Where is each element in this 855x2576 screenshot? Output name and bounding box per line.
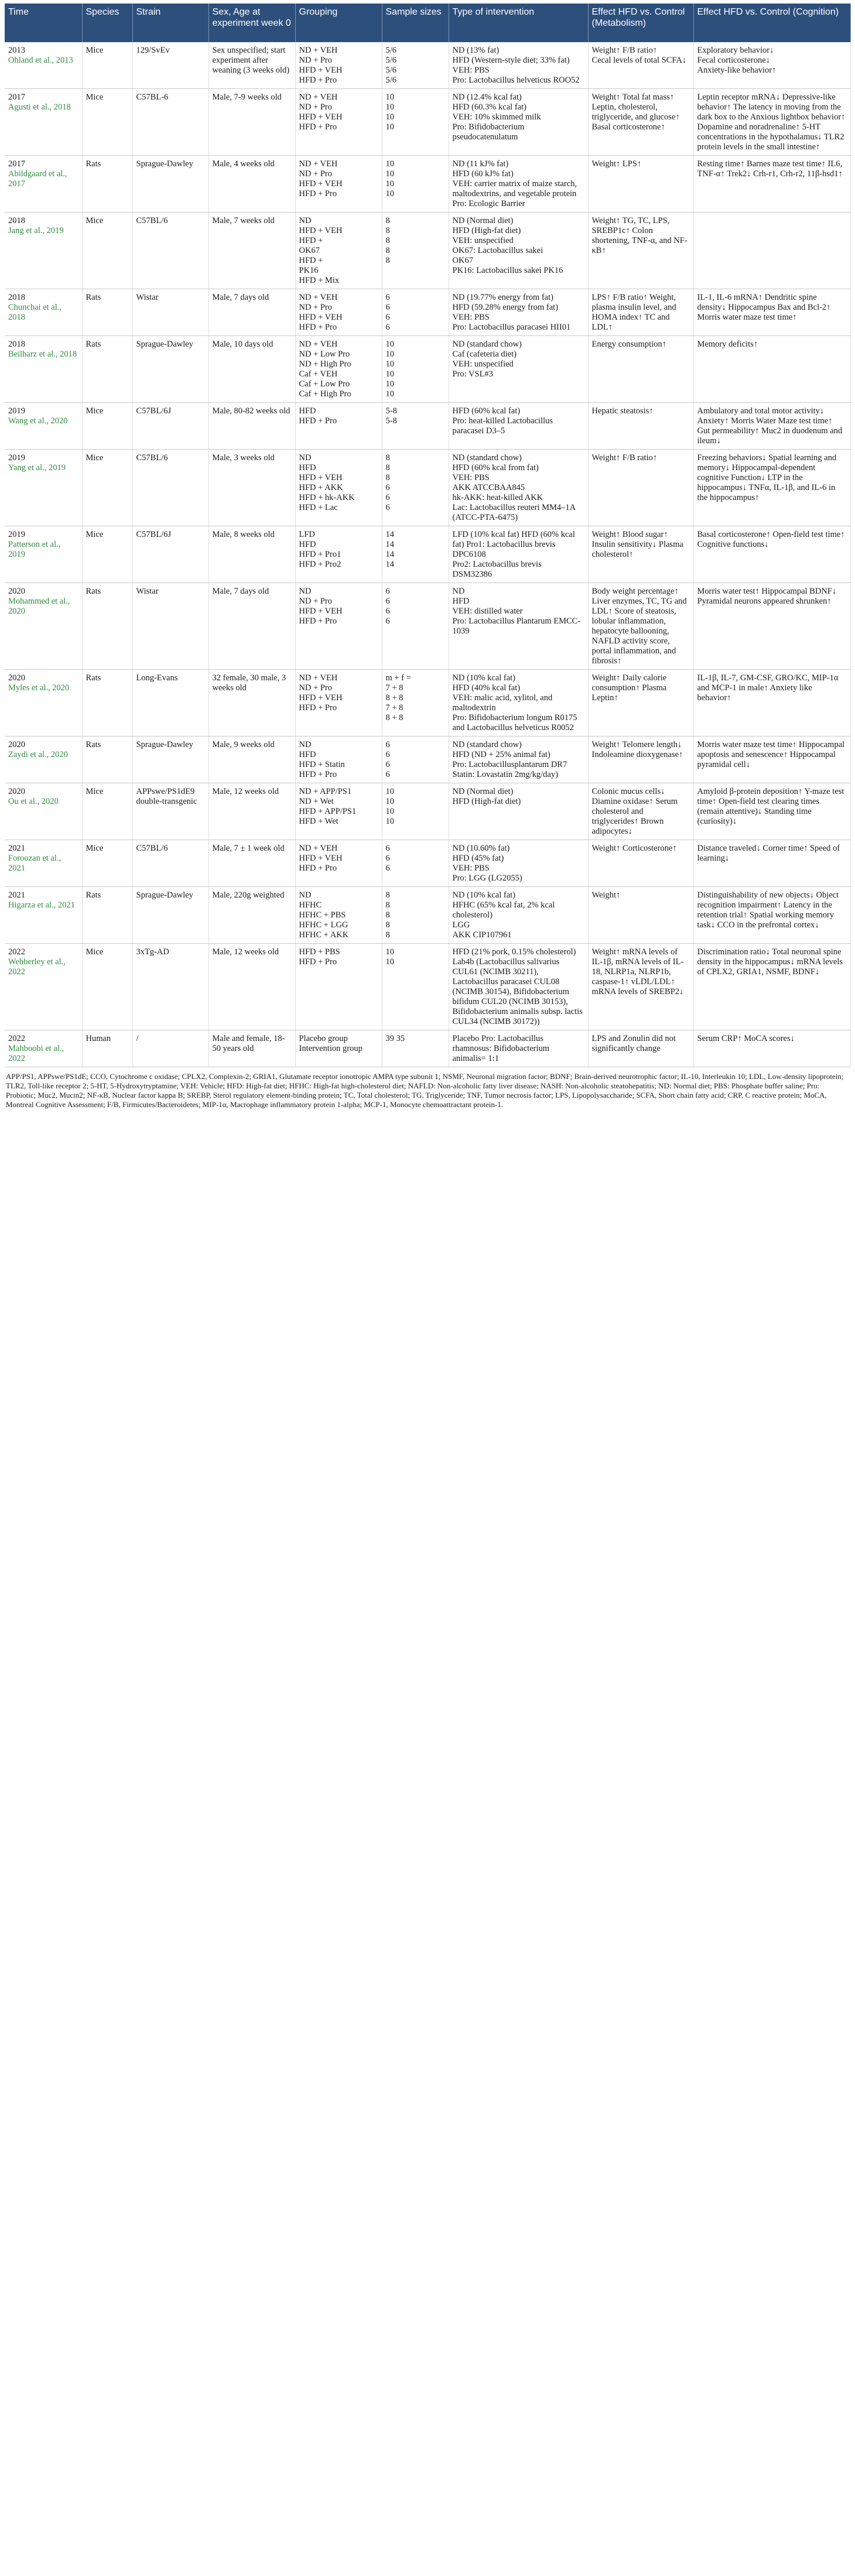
metabolism-cell: Weight↑ Daily calorie consumption↑ Plasma Leptin↑ xyxy=(588,670,693,737)
sex-age-cell: Male, 7 days old xyxy=(208,583,295,670)
time-cell xyxy=(5,403,82,450)
intervention-cell: ND (standard chow) Caf (cafeteria diet) VEH: unspecified Pro: VSL#3 xyxy=(449,336,588,403)
sample-size-cell: 5/6 5/6 5/6 5/6 xyxy=(382,42,449,89)
reference-link[interactable]: Wang et al., 2020 xyxy=(8,416,68,426)
sex-age-cell: Male, 12 weeks old xyxy=(208,783,295,840)
sample-size-cell: 10 10 xyxy=(382,944,449,1030)
reference-link[interactable]: Patterson et al., 2019 xyxy=(8,540,61,559)
reference-link[interactable]: Ohland et al., 2013 xyxy=(8,56,73,65)
metabolism-cell: LPS↑ F/B ratio↑ Weight, plasma insulin level, and HOMA index↑ TC and LDL↑ xyxy=(588,289,693,336)
strain-cell: Sprague-Dawley xyxy=(132,336,208,403)
species-cell: Rats xyxy=(82,289,132,336)
grouping-cell: ND ND + Pro HFD + VEH HFD + Pro xyxy=(295,583,382,670)
grouping-cell: ND + VEH ND + Pro HFD + VEH HFD + Pro xyxy=(295,670,382,737)
cognition-cell: Memory deficits↑ xyxy=(693,336,850,403)
header-species: Species xyxy=(82,4,132,42)
grouping-cell: ND HFHC HFHC + PBS HFHC + LGG HFHC + AKK xyxy=(295,887,382,944)
cognition-cell: Exploratory behavior↓ Fecal corticosterone↓ Anxiety-like behavior↑ xyxy=(693,42,850,89)
year: 2022 xyxy=(8,1034,25,1043)
cognition-cell: Freezing behaviors↓ Spatial learning and memory↓ Hippocampal-dependent cognitive Function↓ LTP in the hippocampus↓ TNFα, IL-1β, and IL-6 in the hippocampus↑ xyxy=(693,450,850,526)
table-header xyxy=(5,4,850,42)
reference-link[interactable]: Myles et al., 2020 xyxy=(8,683,70,693)
strain-cell: APPswe/PS1dE9 double-transgenic xyxy=(132,783,208,840)
sex-age-cell: Male, 7 weeks old xyxy=(208,213,295,289)
sex-age-cell: Male, 10 days old xyxy=(208,336,295,403)
cognition-cell: Morris water maze test time↑ Hippocampal apoptosis and senescence↑ Hippocampal pyramidal cell↓ xyxy=(693,737,850,783)
year: 2019 xyxy=(8,406,25,416)
year: 2020 xyxy=(8,673,25,683)
metabolism-cell: LPS and Zonulin did not significantly change xyxy=(588,1030,693,1067)
reference-link[interactable]: Agusti et al., 2018 xyxy=(8,102,71,112)
table-row xyxy=(5,403,850,450)
header-time: Time xyxy=(5,4,82,42)
metabolism-cell: Weight↑ TG, TC, LPS, SREBP1c↑ Colon shortening, TNF-α, and NF-κB↑ xyxy=(588,213,693,289)
grouping-cell: ND HFD HFD + VEH HFD + AKK HFD + hk-AKK HFD + Lac xyxy=(295,450,382,526)
time-cell xyxy=(5,1030,82,1067)
metabolism-cell: Weight↑ Corticosterone↑ xyxy=(588,840,693,887)
grouping-cell: HFD HFD + Pro xyxy=(295,403,382,450)
year: 2020 xyxy=(8,787,25,796)
species-cell: Mice xyxy=(82,42,132,89)
reference-link[interactable]: Chunchai et al., 2018 xyxy=(8,303,62,322)
reference-link[interactable]: Mohammed et al., 2020 xyxy=(8,597,70,616)
intervention-cell: ND (12.4% kcal fat) HFD (60.3% kcal fat) VEH: 10% skimmed milk Pro: Bifidobacterium pseudocatenulatum xyxy=(449,89,588,156)
sex-age-cell: Male, 9 weeks old xyxy=(208,737,295,783)
header-sample-sizes: Sample sizes xyxy=(382,4,449,42)
table-row xyxy=(5,42,850,89)
reference-link[interactable]: Jang et al., 2019 xyxy=(8,226,64,235)
reference-link[interactable]: Abildgaard et al., 2017 xyxy=(8,169,67,189)
time-cell xyxy=(5,289,82,336)
cognition-cell: Serum CRP↑ MoCA scores↓ xyxy=(693,1030,850,1067)
page xyxy=(0,0,855,1109)
metabolism-cell: Energy consumption↑ xyxy=(588,336,693,403)
sex-age-cell: Male and female, 18-50 years old xyxy=(208,1030,295,1067)
grouping-cell: ND + VEH ND + Low Pro ND + High Pro Caf + VEH Caf + Low Pro Caf + High Pro xyxy=(295,336,382,403)
sex-age-cell: Sex unspecified; start experiment after weaning (3 weeks old) xyxy=(208,42,295,89)
intervention-cell: ND HFD VEH: distilled water Pro: Lactobacillus Plantarum EMCC-1039 xyxy=(449,583,588,670)
species-cell: Mice xyxy=(82,450,132,526)
intervention-cell: ND (Normal diet) HFD (High-fat diet) xyxy=(449,783,588,840)
time-cell xyxy=(5,336,82,403)
strain-cell: C57BL-6 xyxy=(132,89,208,156)
table-row xyxy=(5,944,850,1030)
time-cell xyxy=(5,42,82,89)
strain-cell: Sprague-Dawley xyxy=(132,156,208,213)
cognition-cell: Amyloid β-protein deposition↑ Y-maze test time↑ Open-field test clearing times (remain attentive)↓ Standing time (curiosity)↓ xyxy=(693,783,850,840)
year: 2020 xyxy=(8,740,25,749)
metabolism-cell: Weight↑ Telomere length↓ Indoleamine dioxygenase↑ xyxy=(588,737,693,783)
grouping-cell: Placebo group Intervention group xyxy=(295,1030,382,1067)
year: 2017 xyxy=(8,159,25,169)
sex-age-cell: Male, 4 weeks old xyxy=(208,156,295,213)
cognition-cell: Distance traveled↓ Corner time↑ Speed of learning↓ xyxy=(693,840,850,887)
metabolism-cell: Weight↑ xyxy=(588,887,693,944)
year: 2021 xyxy=(8,890,25,900)
strain-cell: Wistar xyxy=(132,583,208,670)
intervention-cell: ND (10% kcal fat) HFD (40% kcal fat) VEH: malic acid, xylitol, and maltodextrin Pro: Bifidobacterium longum R0175 and Lactobacillus helveticus R0052 xyxy=(449,670,588,737)
sex-age-cell: Male, 12 weeks old xyxy=(208,944,295,1030)
time-cell xyxy=(5,944,82,1030)
reference-link[interactable]: Beilharz et al., 2018 xyxy=(8,350,77,359)
sex-age-cell: Male, 3 weeks old xyxy=(208,450,295,526)
species-cell: Mice xyxy=(82,944,132,1030)
sample-size-cell: 6 6 6 6 xyxy=(382,737,449,783)
intervention-cell: Placebo Pro: Lactobacillus rhamnosus: Bifidobacterium animalis= 1:1 xyxy=(449,1030,588,1067)
time-cell xyxy=(5,887,82,944)
grouping-cell: ND HFD + VEH HFD + OK67 HFD + PK16 HFD + Mix xyxy=(295,213,382,289)
sex-age-cell: Male, 7 days old xyxy=(208,289,295,336)
table-row xyxy=(5,1030,850,1067)
year: 2019 xyxy=(8,453,25,463)
table-row xyxy=(5,670,850,737)
sample-size-cell: 14 14 14 14 xyxy=(382,526,449,583)
metabolism-cell: Weight↑ F/B ratio↑ Cecal levels of total SCFA↓ xyxy=(588,42,693,89)
metabolism-cell: Weight↑ LPS↑ xyxy=(588,156,693,213)
grouping-cell: HFD + PBS HFD + Pro xyxy=(295,944,382,1030)
species-cell: Rats xyxy=(82,336,132,403)
intervention-cell: ND (11 kJ% fat) HFD (60 kJ% fat) VEH: carrier matrix of maize starch, maltodextrins, and vegetable protein Pro: Ecologic Barrier xyxy=(449,156,588,213)
header-grouping: Grouping xyxy=(295,4,382,42)
metabolism-cell: Hepatic steatosis↑ xyxy=(588,403,693,450)
table-row xyxy=(5,156,850,213)
header-sex-age: Sex, Age at experiment week 0 xyxy=(208,4,295,42)
cognition-cell xyxy=(693,213,850,289)
sample-size-cell: m + f = 7 + 8 8 + 8 7 + 8 8 + 8 xyxy=(382,670,449,737)
reference-link[interactable]: Zaydi et al., 2020 xyxy=(8,750,68,759)
metabolism-cell: Weight↑ F/B ratio↑ xyxy=(588,450,693,526)
cognition-cell: Discrimination ratio↓ Total neuronal spine density in the hippocampus↓ mRNA levels of CPLX2, GRIA1, NSMF, BDNF↓ xyxy=(693,944,850,1030)
species-cell: Rats xyxy=(82,156,132,213)
species-cell: Mice xyxy=(82,89,132,156)
year: 2019 xyxy=(8,530,25,539)
time-cell xyxy=(5,213,82,289)
table-row xyxy=(5,89,850,156)
reference-link[interactable]: Yang et al., 2019 xyxy=(8,463,66,472)
metabolism-cell: Weight↑ Total fat mass↑ Leptin, cholesterol, triglyceride, and glucose↑ Basal corticosterone↑ xyxy=(588,89,693,156)
species-cell: Human xyxy=(82,1030,132,1067)
year: 2013 xyxy=(8,46,25,55)
grouping-cell: LFD HFD HFD + Pro1 HFD + Pro2 xyxy=(295,526,382,583)
cognition-cell: IL-1β, IL-7, GM-CSF, GRO/KC, MIP-1α and MCP-1 in male↑ Anxiety like behavior↑ xyxy=(693,670,850,737)
intervention-cell: ND (19.77% energy from fat) HFD (59.28% energy from fat) VEH: PBS Pro: Lactobacillus paracasei HII01 xyxy=(449,289,588,336)
sex-age-cell: Male, 80-82 weeks old xyxy=(208,403,295,450)
header-strain: Strain xyxy=(132,4,208,42)
strain-cell: C57BL/6 xyxy=(132,840,208,887)
intervention-cell: ND (standard chow) HFD (ND + 25% animal fat) Pro: Lactobacillusplantarum DR7 Statin: Lovastatin 2mg/kg/day) xyxy=(449,737,588,783)
grouping-cell: ND + APP/PS1 ND + Wet HFD + APP/PS1 HFD + Wet xyxy=(295,783,382,840)
table-row xyxy=(5,840,850,887)
grouping-cell: ND + VEH ND + Pro HFD + VEH HFD + Pro xyxy=(295,89,382,156)
year: 2018 xyxy=(8,293,25,302)
sex-age-cell: Male, 220g weighted xyxy=(208,887,295,944)
sample-size-cell: 39 35 xyxy=(382,1030,449,1067)
sample-size-cell: 6 6 6 xyxy=(382,840,449,887)
intervention-cell: ND (standard chow) HFD (60% kcal from fat) VEH: PBS AKK ATCCBAA845 hk-AKK: heat-killed AKK Lac: Lactobacillus reuteri MM4–1A (ATCC-PTA-6475) xyxy=(449,450,588,526)
sex-age-cell: Male, 8 weeks old xyxy=(208,526,295,583)
strain-cell: C57BL/6J xyxy=(132,526,208,583)
reference-link[interactable]: Ou et al., 2020 xyxy=(8,797,59,806)
table-row xyxy=(5,887,850,944)
grouping-cell: ND + VEH ND + Pro HFD + VEH HFD + Pro xyxy=(295,289,382,336)
species-cell: Mice xyxy=(82,783,132,840)
species-cell: Rats xyxy=(82,670,132,737)
cognition-cell: Morris water test↑ Hippocampal BDNF↓ Pyramidal neurons appeared shrunken↑ xyxy=(693,583,850,670)
year: 2018 xyxy=(8,340,25,349)
sample-size-cell: 10 10 10 10 xyxy=(382,783,449,840)
year: 2022 xyxy=(8,947,25,957)
table-row xyxy=(5,289,850,336)
species-cell: Rats xyxy=(82,583,132,670)
cognition-cell: Resting time↑ Barnes maze test time↑ IL6, TNF-α↑ Trek2↓ Crh-r1, Crh-r2, 11β-hsd1↑ xyxy=(693,156,850,213)
cognition-cell: Basal corticosterone↑ Open-field test time↑ Cognitive functions↓ xyxy=(693,526,850,583)
intervention-cell: HFD (60% kcal fat) Pro: heat-killed Lactobacillus paracasei D3–5 xyxy=(449,403,588,450)
time-cell xyxy=(5,670,82,737)
cognition-cell: IL-1, IL-6 mRNA↑ Dendritic spine density↓ Hippocampus Bax and Bcl-2↑ Morris water maze test time↑ xyxy=(693,289,850,336)
time-cell xyxy=(5,737,82,783)
metabolism-cell: Body weight percentage↑ Liver enzymes, TC, TG and LDL↑ Score of steatosis, lobular inflammation, hepatocyte ballooning, NAFLD activity score, portal inflammation, and fibrosis↑ xyxy=(588,583,693,670)
sample-size-cell: 8 8 8 6 6 6 xyxy=(382,450,449,526)
reference-link[interactable]: Webberley et al., 2022 xyxy=(8,957,66,977)
table-footnote: APP/PS1, APPswe/PS1dE; CCO, Cytochrome c oxidase; CPLX2, Complexin-2; GRIA1, Glutamate receptor ionotropic AMPA type subunit 1; NSMF, Neuronal migration factor; BDNF; Brain-derived neurotrophic factor; IL-10, Interleukin 10; LDL, Low-density lipoprotein; TLR2, Toll-like receptor 2; 5-HT, 5-Hydroxytryptamine; VEH: Vehicle; HFD: High-fat diet; HFHC: High-fat high-cholesterol diet; NAFLD: Non-alcoholic fatty liver disease; NASH: Non-alcoholic steatohepatitis; ND: Normal diet; PBS: Phosphate buffer saline; Pro: Probiotic; Muc2, Mucin2; NF-κB, Nuclear factor kappa B; SREBP, Sterol regulatory element-binding protein; TC, Total cholesterol; TG, Triglyceride; TNF, Tumor necrosis factor; LPS, Lipopolysaccharide; SCFA, Short chain fatty acid; CRP, C reactive protein; MoCA, Montreal Cognitive Assessment; F/B, Firmicutes/Bacteroidetes; MIP-1α, Macrophage inflammatory protein 1-alpha; MCP-1, Monocyte chemoattractant protein-1. xyxy=(6,1072,844,1109)
intervention-cell: LFD (10% kcal fat) HFD (60% kcal fat) Pro1: Lactobacillus brevis DPC6108 Pro2: Lactobacillus brevis DSM32386 xyxy=(449,526,588,583)
time-cell xyxy=(5,583,82,670)
intervention-cell: ND (10% kcal fat) HFHC (65% kcal fat, 2% kcal cholesterol) LGG AKK CIP107961 xyxy=(449,887,588,944)
strain-cell: Wistar xyxy=(132,289,208,336)
sex-age-cell: Male, 7 ± 1 week old xyxy=(208,840,295,887)
strain-cell: C57BL/6J xyxy=(132,403,208,450)
intervention-cell: ND (13% fat) HFD (Western-style diet; 33% fat) VEH: PBS Pro: Lactobacillus helveticus ROO52 xyxy=(449,42,588,89)
species-cell: Mice xyxy=(82,213,132,289)
strain-cell: Long-Evans xyxy=(132,670,208,737)
strain-cell: 129/SvEv xyxy=(132,42,208,89)
time-cell xyxy=(5,526,82,583)
time-cell xyxy=(5,156,82,213)
strain-cell: Sprague-Dawley xyxy=(132,887,208,944)
table-row xyxy=(5,526,850,583)
sample-size-cell: 10 10 10 10 xyxy=(382,89,449,156)
intervention-cell: HFD (21% pork, 0.15% cholesterol) Lab4b (Lactobacillus salivarius CUL61 (NCIMB 30211), Lactobacillus paracasei CUL08 (NCIMB 30154), Bifidobacterium bifidum CUL20 (NCIMB 30153), Bifidobacterium animalis subsp. lactis CUL34 (NCIMB 30172)) xyxy=(449,944,588,1030)
year: 2017 xyxy=(8,93,25,102)
metabolism-cell: Weight↑ mRNA levels of IL-1β, mRNA levels of IL-18, NLRP1a, NLRP1b, caspase-1↑ vLDL/LDL↑ mRNA levels of SREBP2↓ xyxy=(588,944,693,1030)
cognition-cell: Leptin receptor mRNA↓ Depressive-like behavior↑ The latency in moving from the dark box to the Anxious lightbox behavior↑ Dopamine and noradrenaline↑ 5-HT concentrations in the hypothalamus↓ TLR2 protein levels in the small intestine↑ xyxy=(693,89,850,156)
header-cognition: Effect HFD vs. Control (Cognition) xyxy=(693,4,850,42)
time-cell xyxy=(5,89,82,156)
cognition-cell: Distinguishability of new objects↓ Object recognition impairment↑ Latency in the retention trial↑ Spatial working memory task↓ CCO in the prefrontal cortex↓ xyxy=(693,887,850,944)
reference-link[interactable]: Higarza et al., 2021 xyxy=(8,900,75,910)
sample-size-cell: 10 10 10 10 10 10 xyxy=(382,336,449,403)
species-cell: Rats xyxy=(82,737,132,783)
time-cell xyxy=(5,450,82,526)
time-cell xyxy=(5,840,82,887)
year: 2018 xyxy=(8,216,25,225)
sample-size-cell: 6 6 6 6 xyxy=(382,583,449,670)
sex-age-cell: Male, 7-9 weeks old xyxy=(208,89,295,156)
grouping-cell: ND + VEH ND + Pro HFD + VEH HFD + Pro xyxy=(295,42,382,89)
strain-cell: / xyxy=(132,1030,208,1067)
sample-size-cell: 10 10 10 10 xyxy=(382,156,449,213)
metabolism-cell: Colonic mucus cells↓ Diamine oxidase↑ Serum cholesterol and triglycerides↑ Brown adipocytes↓ xyxy=(588,783,693,840)
strain-cell: C57BL/6 xyxy=(132,213,208,289)
sex-age-cell: 32 female, 30 male, 3 weeks old xyxy=(208,670,295,737)
strain-cell: Sprague-Dawley xyxy=(132,737,208,783)
species-cell: Mice xyxy=(82,403,132,450)
header-metabolism: Effect HFD vs. Control (Metabolism) xyxy=(588,4,693,42)
study-table xyxy=(5,4,851,1067)
grouping-cell: ND HFD HFD + Statin HFD + Pro xyxy=(295,737,382,783)
table-row xyxy=(5,583,850,670)
table-row xyxy=(5,213,850,289)
reference-link[interactable]: Foroozan et al., 2021 xyxy=(8,854,61,873)
species-cell: Mice xyxy=(82,840,132,887)
time-cell xyxy=(5,783,82,840)
year: 2020 xyxy=(8,587,25,596)
sample-size-cell: 6 6 6 6 xyxy=(382,289,449,336)
reference-link[interactable]: Mahboobi et al., 2022 xyxy=(8,1044,64,1063)
table-row xyxy=(5,737,850,783)
sample-size-cell: 8 8 8 8 8 xyxy=(382,887,449,944)
strain-cell: C57BL/6 xyxy=(132,450,208,526)
cognition-cell: Ambulatory and total motor activity↓ Anxiety↑ Morris Water Maze test time↑ Gut permeability↑ Muc2 in duodenum and ileum↓ xyxy=(693,403,850,450)
sample-size-cell: 5-8 5-8 xyxy=(382,403,449,450)
species-cell: Rats xyxy=(82,887,132,944)
year: 2021 xyxy=(8,844,25,853)
table-row xyxy=(5,450,850,526)
species-cell: Mice xyxy=(82,526,132,583)
header-intervention: Type of intervention xyxy=(449,4,588,42)
table-row xyxy=(5,783,850,840)
metabolism-cell: Weight↑ Blood sugar↑ Insulin sensitivity↓ Plasma cholesterol↑ xyxy=(588,526,693,583)
sample-size-cell: 8 8 8 8 8 xyxy=(382,213,449,289)
strain-cell: 3xTg-AD xyxy=(132,944,208,1030)
intervention-cell: ND (Normal diet) HFD (High-fat diet) VEH: unspecified OK67: Lactobacillus sakei OK67 PK16: Lactobacillus sakei PK16 xyxy=(449,213,588,289)
grouping-cell: ND + VEH ND + Pro HFD + VEH HFD + Pro xyxy=(295,156,382,213)
table-row xyxy=(5,336,850,403)
grouping-cell: ND + VEH HFD + VEH HFD + Pro xyxy=(295,840,382,887)
intervention-cell: ND (10.60% fat) HFD (45% fat) VEH: PBS Pro: LGG (LG2055) xyxy=(449,840,588,887)
